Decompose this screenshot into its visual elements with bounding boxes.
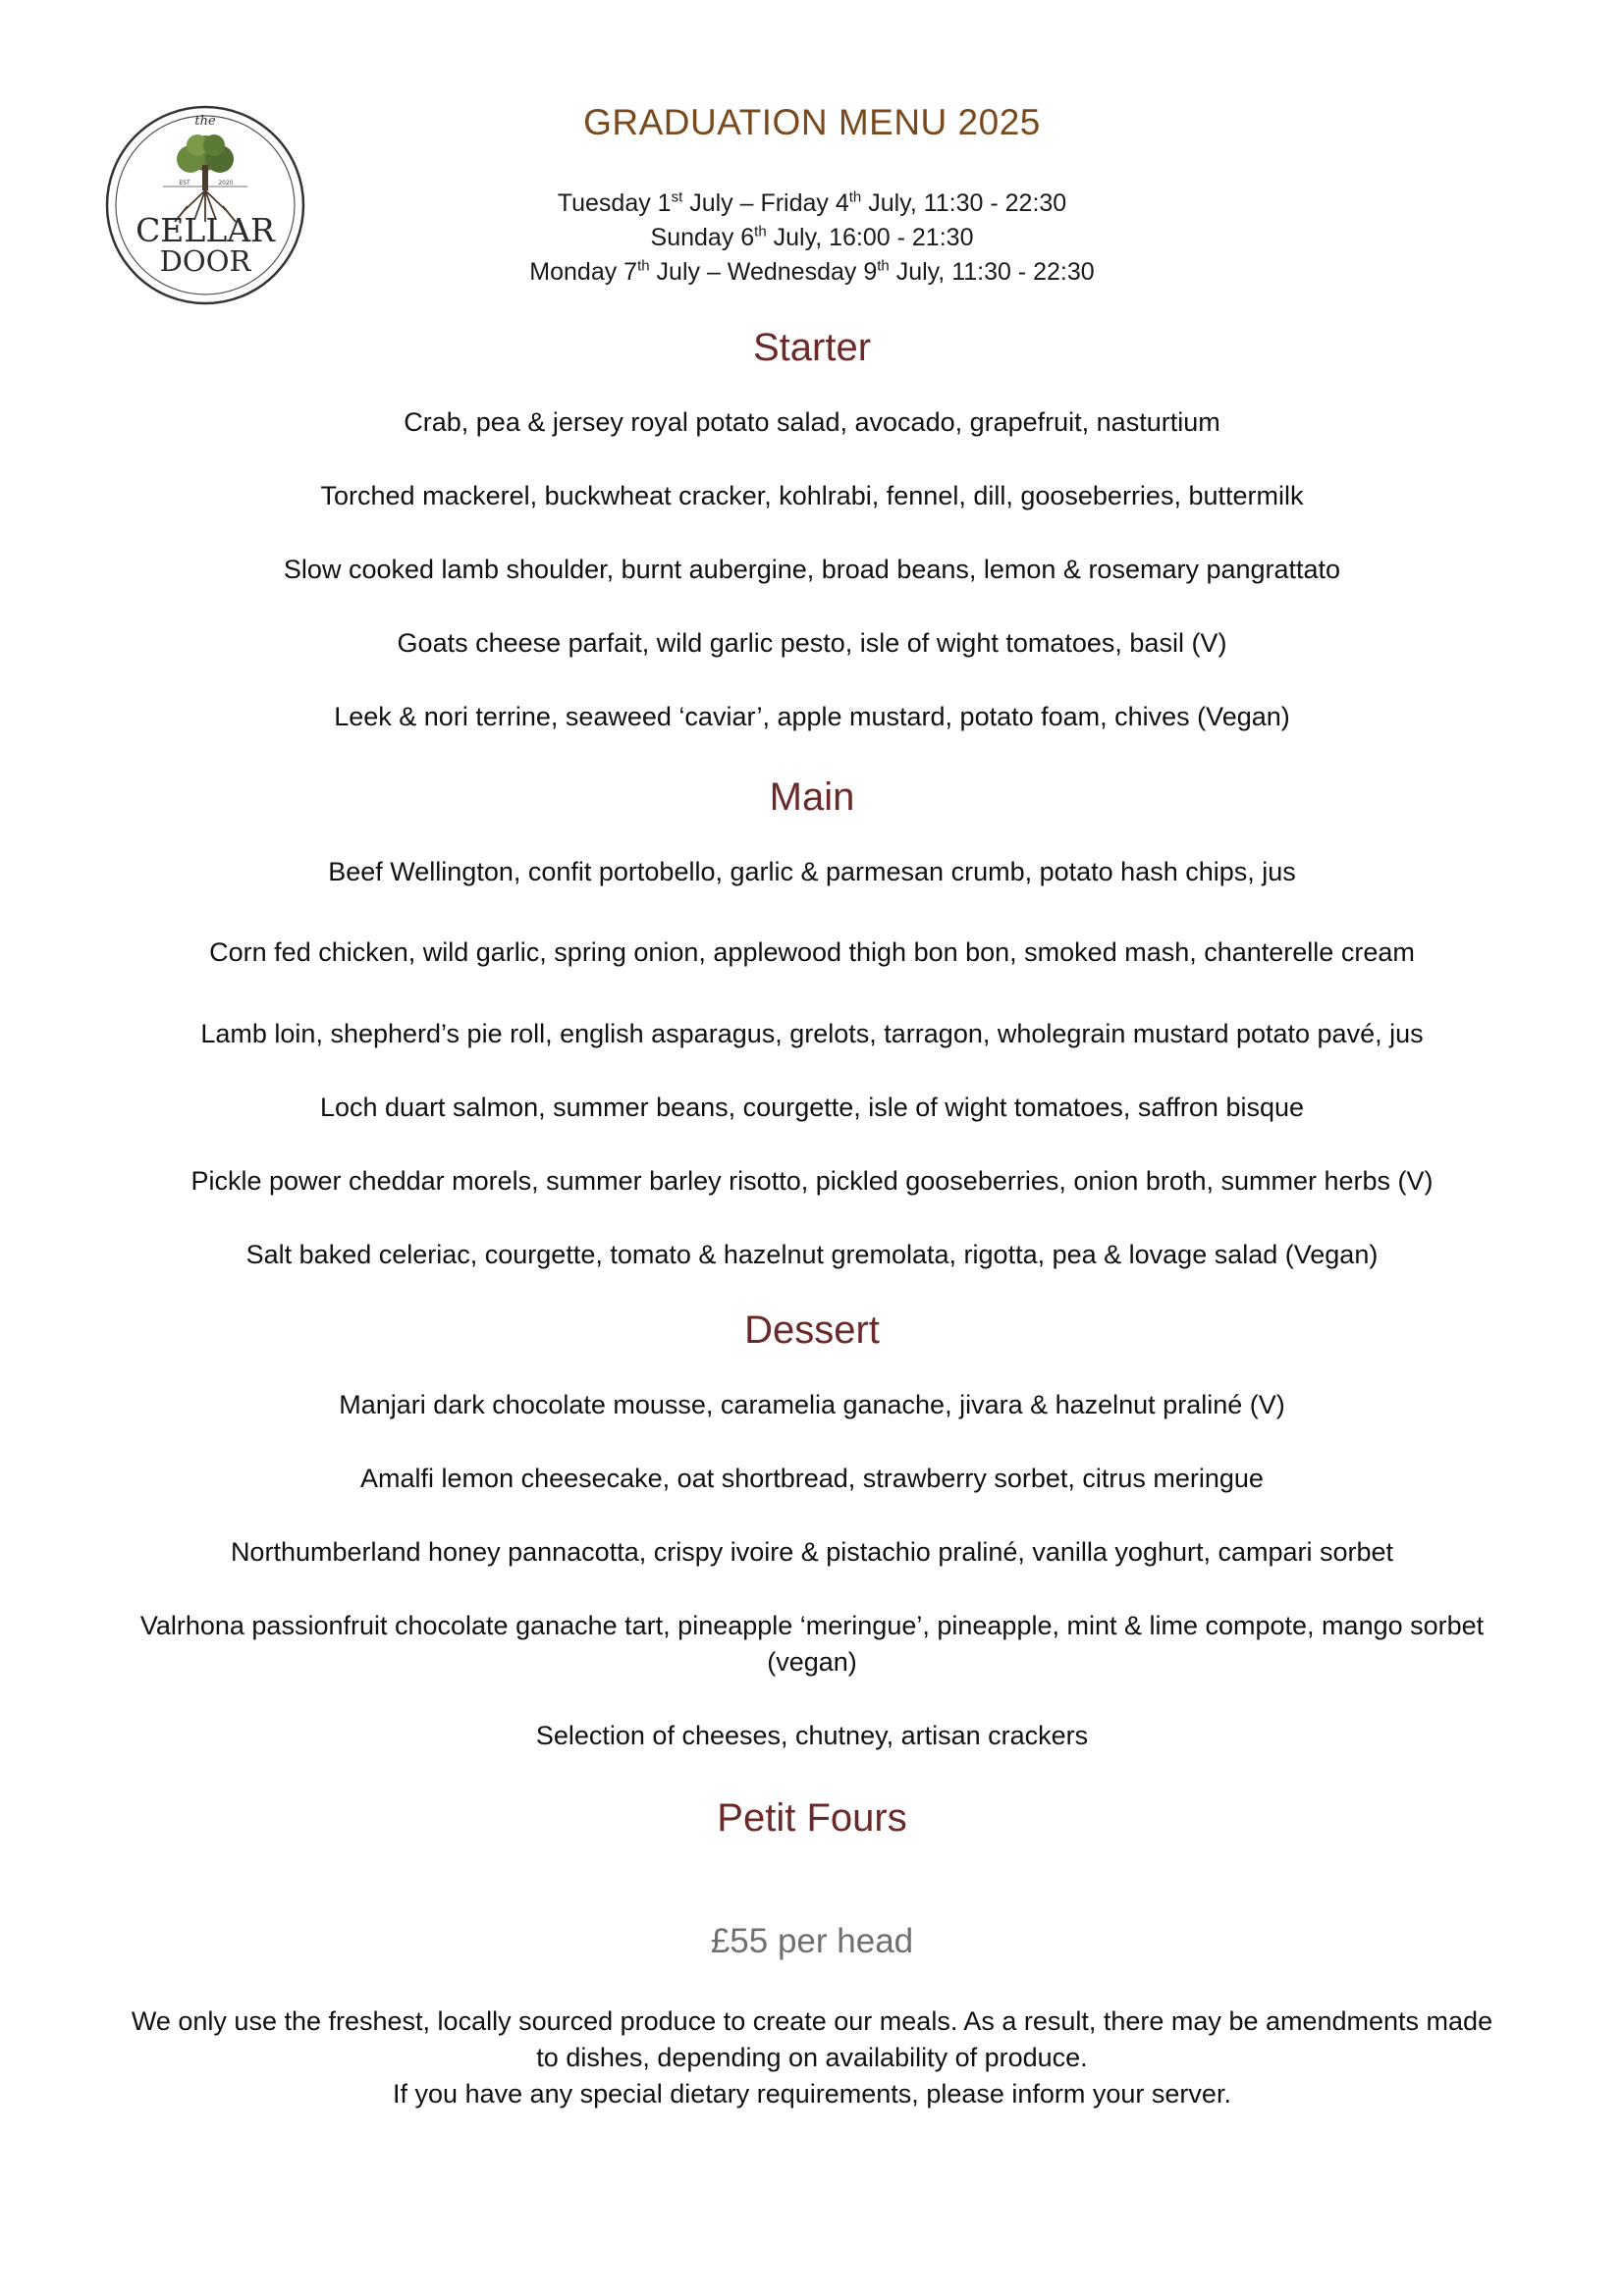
menu-item: Selection of cheeses, chutney, artisan crackers <box>535 1721 1089 1750</box>
dessert-heading: Dessert <box>744 1308 880 1352</box>
menu-item: Goats cheese parfait, wild garlic pesto, isle of wight tomatoes, basil (V) <box>397 628 1227 658</box>
logo-the-text: the <box>194 114 216 129</box>
starter-heading: Starter <box>752 326 872 369</box>
petit-fours-heading: Petit Fours <box>717 1796 907 1840</box>
menu-item: Beef Wellington, confit portobello, garlic & parmesan crumb, potato hash chips, jus <box>328 857 1296 886</box>
menu-item: Manjari dark chocolate mousse, caramelia ganache, jivara & hazelnut praliné (V) <box>339 1390 1285 1419</box>
menu-item: Salt baked celeriac, courgette, tomato & hazelnut gremolata, rigotta, pea & lovage salad (Vegan) <box>245 1240 1379 1269</box>
menu-item: Lamb loin, shepherd’s pie roll, english asparagus, grelots, tarragon, wholegrain mustard potato pavé, jus <box>200 1019 1424 1048</box>
logo-est-text: EST <box>179 180 190 187</box>
menu-item: Valrhona passionfruit chocolate ganache tart, pineapple ‘meringue’, pineapple, mint & lime compote, mango sorbet <box>139 1611 1485 1640</box>
logo-year-text: 2020 <box>218 180 234 187</box>
footer-line: If you have any special dietary requirements, please inform your server. <box>393 2079 1231 2109</box>
date-line: Monday 7th July – Wednesday 9th July, 11:30 - 22:30 <box>529 257 1095 286</box>
menu-item: Slow cooked lamb shoulder, burnt aubergine, broad beans, lemon & rosemary pangrattato <box>283 555 1341 584</box>
menu-item: Leek & nori terrine, seaweed ‘caviar’, apple mustard, potato foam, chives (Vegan) <box>334 702 1290 731</box>
menu-item: Corn fed chicken, wild garlic, spring onion, applewood thigh bon bon, smoked mash, chanterelle cream <box>209 937 1415 967</box>
menu-item: Northumberland honey pannacotta, crispy ivoire & pistachio praliné, vanilla yoghurt, campari sorbet <box>230 1537 1394 1567</box>
date-line: Tuesday 1st July – Friday 4th July, 11:30 - 22:30 <box>557 188 1067 217</box>
footer-line: We only use the freshest, locally sourced produce to create our meals. As a result, there may be amendments made <box>131 2006 1493 2036</box>
main-heading: Main <box>769 775 855 819</box>
logo-cellar-text: CELLAR <box>135 211 275 249</box>
date-line: Sunday 6th July, 16:00 - 21:30 <box>650 223 974 251</box>
menu-item: Loch duart salmon, summer beans, courgette, isle of wight tomatoes, saffron bisque <box>319 1093 1305 1122</box>
menu-item: Amalfi lemon cheesecake, oat shortbread, strawberry sorbet, citrus meringue <box>360 1464 1264 1493</box>
price-per-head: £55 per head <box>710 1922 914 1960</box>
menu-item: Torched mackerel, buckwheat cracker, kohlrabi, fennel, dill, gooseberries, buttermilk <box>320 481 1304 510</box>
footer-note <box>79 2003 1545 2112</box>
opening-dates <box>79 187 1545 290</box>
menu-item: (vegan) <box>767 1647 857 1677</box>
footer-line: to dishes, depending on availability of produce. <box>536 2043 1088 2072</box>
logo-door-text: DOOR <box>159 244 251 278</box>
menu-item: Crab, pea & jersey royal potato salad, avocado, grapefruit, nasturtium <box>404 407 1220 437</box>
menu-item: Pickle power cheddar morels, summer barley risotto, pickled gooseberries, onion broth, summer herbs (V) <box>190 1166 1434 1196</box>
page-title: GRADUATION MENU 2025 <box>583 102 1041 142</box>
